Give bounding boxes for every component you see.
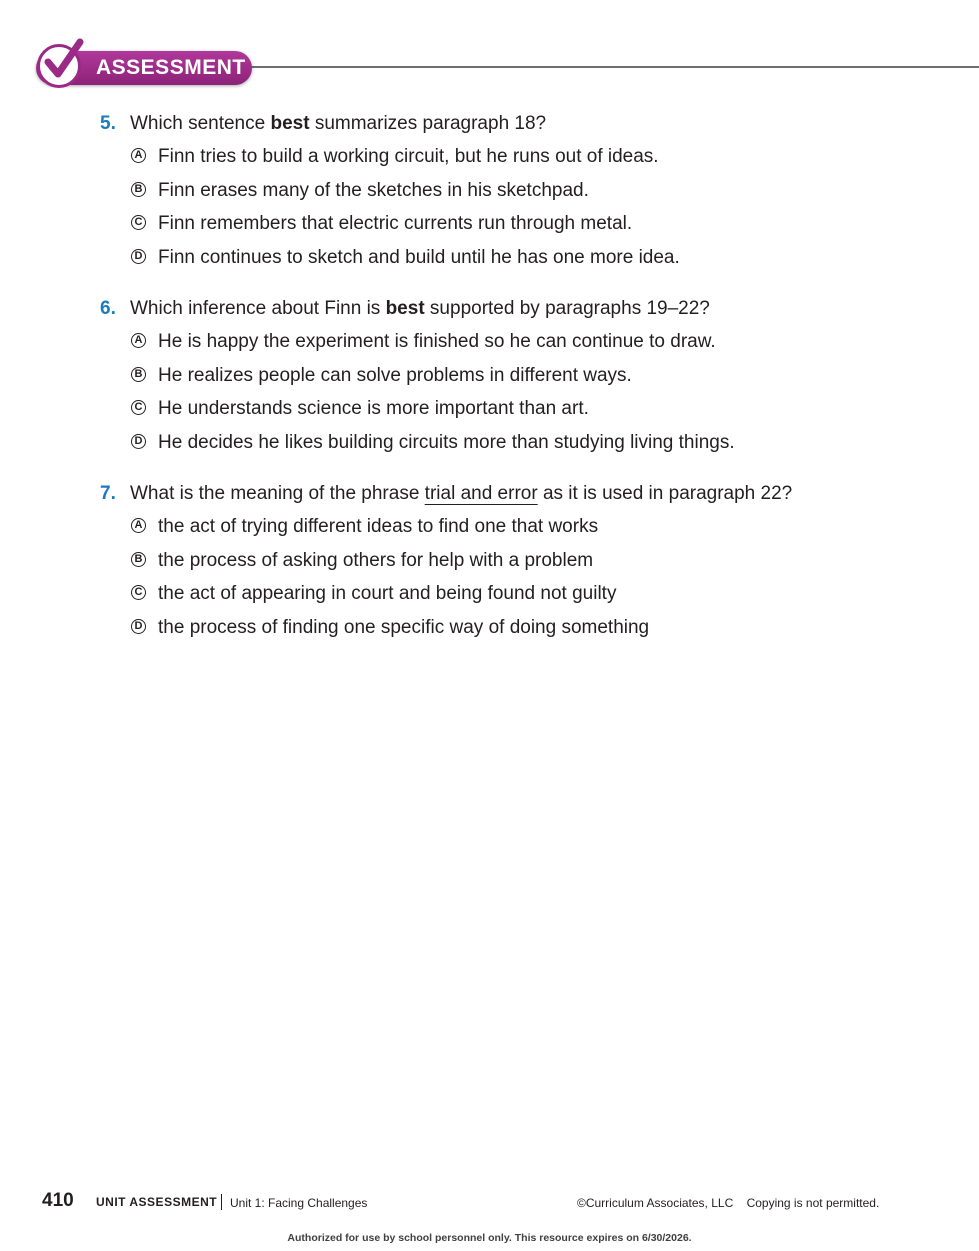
page-number: 410 [42, 1190, 74, 1211]
answer-option-c[interactable] [100, 211, 900, 245]
underlined-phrase: trial and error [424, 483, 538, 504]
page-footer [42, 1190, 892, 1216]
option-text: He decides he likes building circuits more than studying living things. [158, 431, 735, 453]
question-text: Which sentence best summarizes paragraph 18? [130, 113, 547, 134]
option-text: Finn erases many of the sketches in his sketchpad. [158, 179, 589, 201]
answer-option-b[interactable] [100, 363, 900, 397]
option-letter-bubble[interactable]: B [131, 182, 146, 197]
option-letter-bubble[interactable]: A [131, 518, 146, 533]
option-letter-bubble[interactable]: B [131, 552, 146, 567]
option-letter-bubble[interactable]: C [131, 585, 146, 600]
question-stem [100, 481, 900, 514]
option-text: He understands science is more important than art. [158, 398, 589, 419]
option-letter-bubble[interactable]: A [131, 333, 146, 348]
option-letter-bubble[interactable]: D [131, 249, 146, 264]
answer-option-b[interactable] [100, 548, 900, 582]
copyright-notice: ©Curriculum Associates, LLC Copying is not permitted. [577, 1196, 880, 1210]
question-6 [100, 296, 900, 463]
option-text: the process of asking others for help with a problem [158, 549, 594, 571]
option-letter-bubble[interactable]: B [131, 367, 146, 382]
authorization-notice: Authorized for use by school personnel only. This resource expires on 6/30/2026. [287, 1232, 692, 1244]
assessment-header [0, 38, 979, 98]
option-text: the act of appearing in court and being found not guilty [158, 583, 617, 604]
answer-option-d[interactable] [100, 430, 900, 464]
option-text: Finn remembers that electric currents run through metal. [158, 213, 633, 234]
question-7 [100, 481, 900, 648]
header-rule [250, 66, 979, 68]
question-5 [100, 111, 900, 278]
answer-option-a[interactable] [100, 329, 900, 363]
answer-option-d[interactable] [100, 615, 900, 649]
badge-label: ASSESSMENT [96, 56, 246, 79]
option-text: He is happy the experiment is finished so he can continue to draw. [158, 331, 716, 352]
question-stem [100, 111, 900, 144]
option-letter-bubble[interactable]: A [131, 148, 146, 163]
question-number: 6. [100, 298, 116, 319]
answer-option-a[interactable] [100, 514, 900, 548]
option-text: Finn tries to build a working circuit, but he runs out of ideas. [158, 146, 659, 167]
question-number: 5. [100, 113, 116, 134]
option-letter-bubble[interactable]: D [131, 434, 146, 449]
option-text: the process of finding one specific way of doing something [158, 616, 650, 638]
answer-option-b[interactable] [100, 178, 900, 212]
answer-option-a[interactable] [100, 144, 900, 178]
checkmark-icon [38, 38, 88, 88]
question-stem [100, 296, 900, 329]
unit-title: Unit 1: Facing Challenges [230, 1196, 368, 1210]
footer-divider [221, 1194, 222, 1210]
answer-option-c[interactable] [100, 396, 900, 430]
unit-label: UNIT ASSESSMENT [96, 1195, 218, 1209]
answer-option-d[interactable] [100, 245, 900, 279]
question-number: 7. [100, 483, 116, 504]
question-text: Which inference about Finn is best supported by paragraphs 19–22? [130, 298, 710, 319]
option-letter-bubble[interactable]: C [131, 400, 146, 415]
answer-option-c[interactable] [100, 581, 900, 615]
option-letter-bubble[interactable]: C [131, 215, 146, 230]
question-text: What is the meaning of the phrase trial and error as it is used in paragraph 22? [130, 483, 793, 504]
option-text: Finn continues to sketch and build until he has one more idea. [158, 246, 680, 268]
option-text: the act of trying different ideas to find one that works [158, 516, 599, 537]
option-letter-bubble[interactable]: D [131, 619, 146, 634]
option-text: He realizes people can solve problems in different ways. [158, 364, 632, 386]
